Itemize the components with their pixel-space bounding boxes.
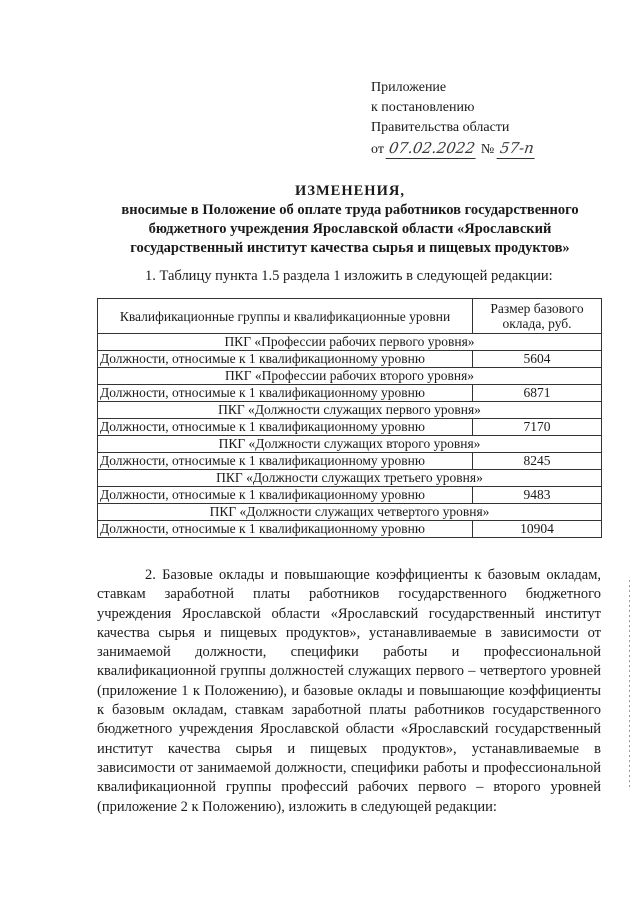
position-cell: Должности, относимые к 1 квалификационному уровню: [98, 521, 473, 538]
appendix-line-1: Приложение: [371, 80, 447, 95]
title-main: ИЗМЕНЕНИЯ,: [295, 183, 405, 199]
document-title: [100, 182, 600, 258]
table-group-row: [98, 436, 602, 453]
salary-cell: 7170: [473, 419, 602, 436]
number-label: №: [480, 142, 495, 157]
appendix-date-line: [371, 138, 536, 160]
header-base-salary: Размер базового оклада, руб.: [473, 299, 602, 334]
appendix-line-3: Правительства области: [371, 120, 510, 135]
salary-cell: 9483: [473, 487, 602, 504]
table-row: [98, 521, 602, 538]
salary-cell: 5604: [473, 351, 602, 368]
group-name: ПКГ «Должности служащих четвертого уровня»: [98, 504, 602, 521]
header-qualification-groups: Квалификационные группы и квалификационные уровни: [98, 299, 473, 334]
salary-cell: 6871: [473, 385, 602, 402]
title-subtitle: вносимые в Положение об оплате труда работников государственного бюджетного учреждения Ярославской области «Ярославский государственный институт качества сырья и пищевых продуктов»: [121, 202, 579, 256]
scan-edge-artifact: [629, 580, 630, 790]
intro-paragraph: 1. Таблицу пункта 1.5 раздела 1 изложить в следующей редакции:: [145, 268, 553, 284]
table-row: [98, 487, 602, 504]
appendix-header: [371, 78, 536, 160]
table-group-row: [98, 504, 602, 521]
position-cell: Должности, относимые к 1 квалификационному уровню: [98, 487, 473, 504]
table-row: [98, 351, 602, 368]
table-header-row: [98, 299, 602, 334]
group-name: ПКГ «Должности служащих второго уровня»: [98, 436, 602, 453]
paragraph-2: 2. Базовые оклады и повышающие коэффициенты к базовым окладам, ставкам заработной платы работников государственного бюджетного учреждения Ярославской области «Ярославский государственный институт качества сырья и пищевых продуктов», устанавливаемые в зависимости от занимаемой должности, специфики работы и профессиональной квалификационной группы должностей служащих первого – четвертого уровней (приложение 1 к Положению), и базовые оклады и повышающие коэффициенты к базовым окладам, ставкам заработной платы работников государственного бюджетного учреждения Ярославской области «Ярославский государственный институт качества сырья и пищевых продуктов», устанавливаемые в зависимости от занимаемой должности, специфики работы и профессиональной квалификационной группы профессий рабочих первого – второго уровней (приложение 2 к Положению), изложить в следующей редакции:: [97, 567, 601, 815]
from-label: от: [371, 142, 384, 157]
table-row: [98, 453, 602, 470]
table-group-row: [98, 368, 602, 385]
table-group-row: [98, 402, 602, 419]
group-name: ПКГ «Профессии рабочих первого уровня»: [98, 334, 602, 351]
position-cell: Должности, относимые к 1 квалификационному уровню: [98, 453, 473, 470]
handwritten-number: 57-п: [496, 138, 537, 159]
salary-cell: 10904: [473, 521, 602, 538]
table-group-row: [98, 334, 602, 351]
group-name: ПКГ «Должности служащих третьего уровня»: [98, 470, 602, 487]
position-cell: Должности, относимые к 1 квалификационному уровню: [98, 419, 473, 436]
table-row: [98, 419, 602, 436]
position-cell: Должности, относимые к 1 квалификационному уровню: [98, 351, 473, 368]
position-cell: Должности, относимые к 1 квалификационному уровню: [98, 385, 473, 402]
handwritten-date: 07.02.2022: [386, 138, 479, 159]
table-row: [98, 385, 602, 402]
salary-cell: 8245: [473, 453, 602, 470]
appendix-line-2: к постановлению: [371, 100, 475, 115]
group-name: ПКГ «Должности служащих первого уровня»: [98, 402, 602, 419]
group-name: ПКГ «Профессии рабочих второго уровня»: [98, 368, 602, 385]
table-group-row: [98, 470, 602, 487]
salary-table: [97, 298, 602, 538]
